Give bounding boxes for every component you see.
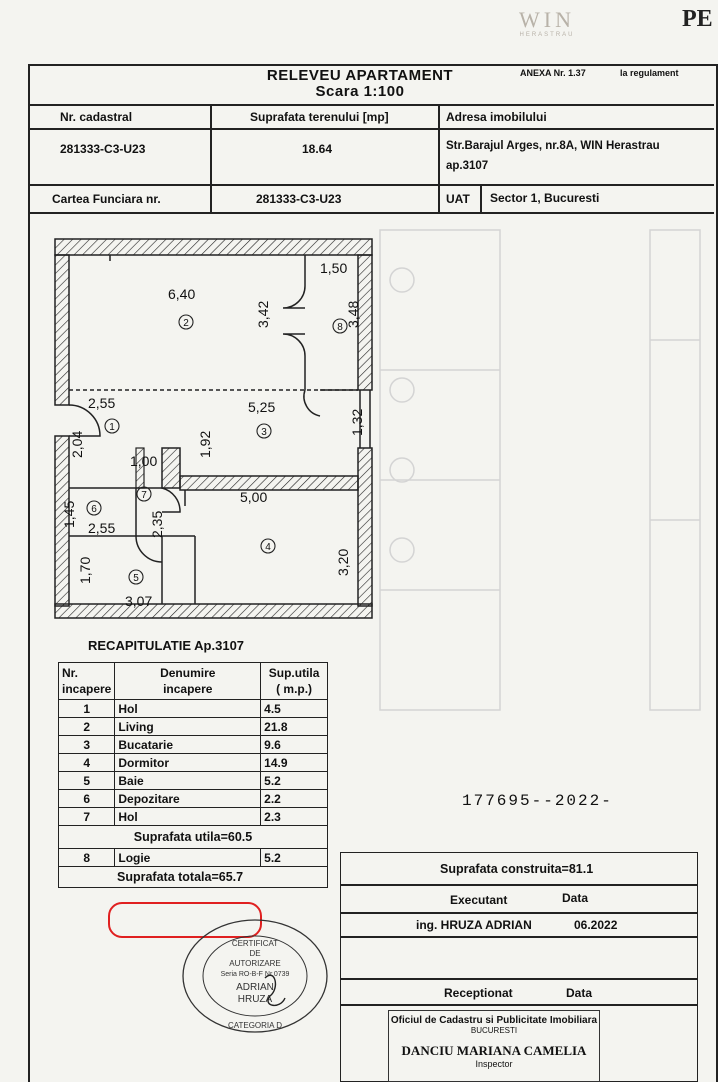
- registration-number: 177695--2022-: [462, 792, 613, 810]
- annex-suffix: la regulament: [620, 68, 679, 78]
- inspector-name: DANCIU MARIANA CAMELIA: [401, 1043, 587, 1058]
- dim-kitchen-width: 5,25: [248, 399, 276, 415]
- cf-value: 281333-C3-U23: [256, 192, 342, 206]
- dim-hall-small: 1,00: [130, 453, 158, 469]
- address-value: Str.Barajul Arges, nr.8A, WIN Herastrau: [446, 140, 660, 152]
- dim-window: 1,32: [349, 408, 365, 436]
- land-area-label: Suprafata terenului [mp]: [250, 110, 389, 124]
- dim-storage-height: 1,45: [61, 500, 77, 528]
- room-marker-1: 1: [109, 422, 115, 433]
- recap-col-name: Denumire incapere: [115, 663, 261, 700]
- corner-mark: PE: [682, 6, 713, 32]
- executant-label: Executant: [450, 893, 508, 907]
- room-marker-3: 3: [261, 427, 267, 438]
- stamp-line-6: HRUZA: [237, 994, 273, 1005]
- room-marker-5: 5: [133, 573, 139, 584]
- dim-living-width: 6,40: [168, 286, 196, 302]
- cadastral-value: 281333-C3-U23: [60, 142, 146, 156]
- executant-date-label: Data: [562, 891, 589, 905]
- grid-line: [340, 978, 697, 980]
- document-header: [250, 67, 470, 100]
- brand-logo-text: WIN: [519, 7, 575, 32]
- table-row: 3 Bucatarie 9.6: [59, 736, 328, 754]
- floor-plan: [50, 236, 380, 626]
- apartment-number: ap.3107: [446, 160, 489, 172]
- annex-label: ANEXA Nr. 1.37: [520, 68, 586, 78]
- office-stamp-city: BUCURESTI: [470, 1026, 518, 1035]
- recap-useful-total-row: [59, 826, 328, 849]
- stamp-line-5: ADRIAN: [236, 982, 274, 993]
- room-marker-7: 7: [141, 490, 147, 501]
- room-marker-6: 6: [91, 504, 97, 515]
- uat-value: Sector 1, Bucuresti: [490, 191, 600, 205]
- grid-line: [210, 104, 212, 212]
- table-row: 2 Living 21.8: [59, 718, 328, 736]
- office-stamp-title: Oficiul de Cadastru si Publicitate Imobiliara: [390, 1015, 598, 1026]
- dim-living-height: 3,42: [255, 300, 271, 328]
- grid-line: [340, 936, 697, 938]
- receptionat-date-label: Data: [566, 986, 593, 1000]
- brand-logo: [512, 8, 582, 38]
- recap-header-row: [59, 663, 328, 700]
- grid-line: [480, 184, 482, 212]
- document-scale: Scara 1:100: [315, 83, 405, 100]
- dim-corridor-height: 2,35: [149, 510, 165, 538]
- table-row: 7 Hol 2.3: [59, 808, 328, 826]
- room-marker-8: 8: [337, 322, 343, 333]
- authorization-stamp: [180, 918, 330, 1038]
- dim-closet-width: 1,50: [320, 260, 348, 276]
- dim-kitchen-height: 1,92: [197, 430, 213, 458]
- document-title: RELEVEU APARTAMENT: [266, 67, 454, 84]
- grid-line: [438, 104, 440, 212]
- background-bleed-through: [370, 220, 714, 720]
- stamp-line-7: CATEGORIA D: [227, 1021, 283, 1030]
- recap-col-area: Sup.utila ( m.p.): [261, 663, 328, 700]
- office-stamp: [388, 1010, 600, 1082]
- cadastral-label: Nr. cadastral: [60, 110, 133, 124]
- built-area: Suprafata construita=81.1: [440, 862, 594, 876]
- table-row: 8 Logie 5.2: [59, 849, 328, 867]
- room-marker-2: 2: [183, 318, 189, 329]
- dim-hall-height: 2,04: [69, 430, 85, 458]
- dim-closet-height: 3,48: [345, 300, 361, 328]
- dim-bath-width: 3,07: [125, 593, 153, 609]
- executant-name: ing. HRUZA ADRIAN: [416, 918, 532, 932]
- table-row: 1 Hol 4.5: [59, 700, 328, 718]
- grid-line: [340, 884, 697, 886]
- grid-line: [28, 184, 714, 186]
- table-row: 5 Baie 5.2: [59, 772, 328, 790]
- room-marker-4: 4: [265, 542, 271, 553]
- recap-useful-total: Suprafata utila=60.5: [59, 826, 328, 849]
- recap-title: RECAPITULATIE Ap.3107: [88, 638, 245, 653]
- recap-total: Suprafata totala=65.7: [59, 867, 328, 888]
- recap-table: [58, 662, 328, 888]
- stamp-line-3: AUTORIZARE: [229, 959, 281, 968]
- grid-line: [340, 1004, 697, 1006]
- recap-col-nr: Nr. incapere: [59, 663, 115, 700]
- grid-line: [340, 912, 697, 914]
- grid-line: [28, 104, 714, 106]
- table-row: 4 Dormitor 14.9: [59, 754, 328, 772]
- dim-hall-width: 2,55: [88, 395, 116, 411]
- address-label: Adresa imobilului: [446, 110, 547, 124]
- executant-date: 06.2022: [574, 918, 618, 932]
- land-area-value: 18.64: [302, 142, 333, 156]
- table-row: 6 Depozitare 2.2: [59, 790, 328, 808]
- dim-bedroom-width: 5,00: [240, 489, 268, 505]
- cf-label: Cartea Funciara nr.: [52, 192, 161, 206]
- receptionat-label: Receptionat: [444, 986, 513, 1000]
- grid-line: [28, 128, 714, 130]
- recap-total-row: [59, 867, 328, 888]
- stamp-line-1: CERTIFICAT: [231, 939, 279, 948]
- stamp-line-4: Seria RO-B-F Nr.0739: [220, 971, 290, 978]
- dim-storage-width: 2,55: [88, 520, 116, 536]
- grid-line: [28, 212, 714, 214]
- brand-logo-sub: HERASTRAU: [519, 32, 575, 38]
- inspector-title: Inspector: [475, 1059, 513, 1069]
- stamp-line-2: DE: [249, 949, 261, 958]
- dim-bath-height: 1,70: [77, 556, 93, 584]
- dim-bedroom-height: 3,20: [335, 548, 351, 576]
- exterior-walls: [55, 239, 372, 618]
- uat-label: UAT: [446, 192, 470, 206]
